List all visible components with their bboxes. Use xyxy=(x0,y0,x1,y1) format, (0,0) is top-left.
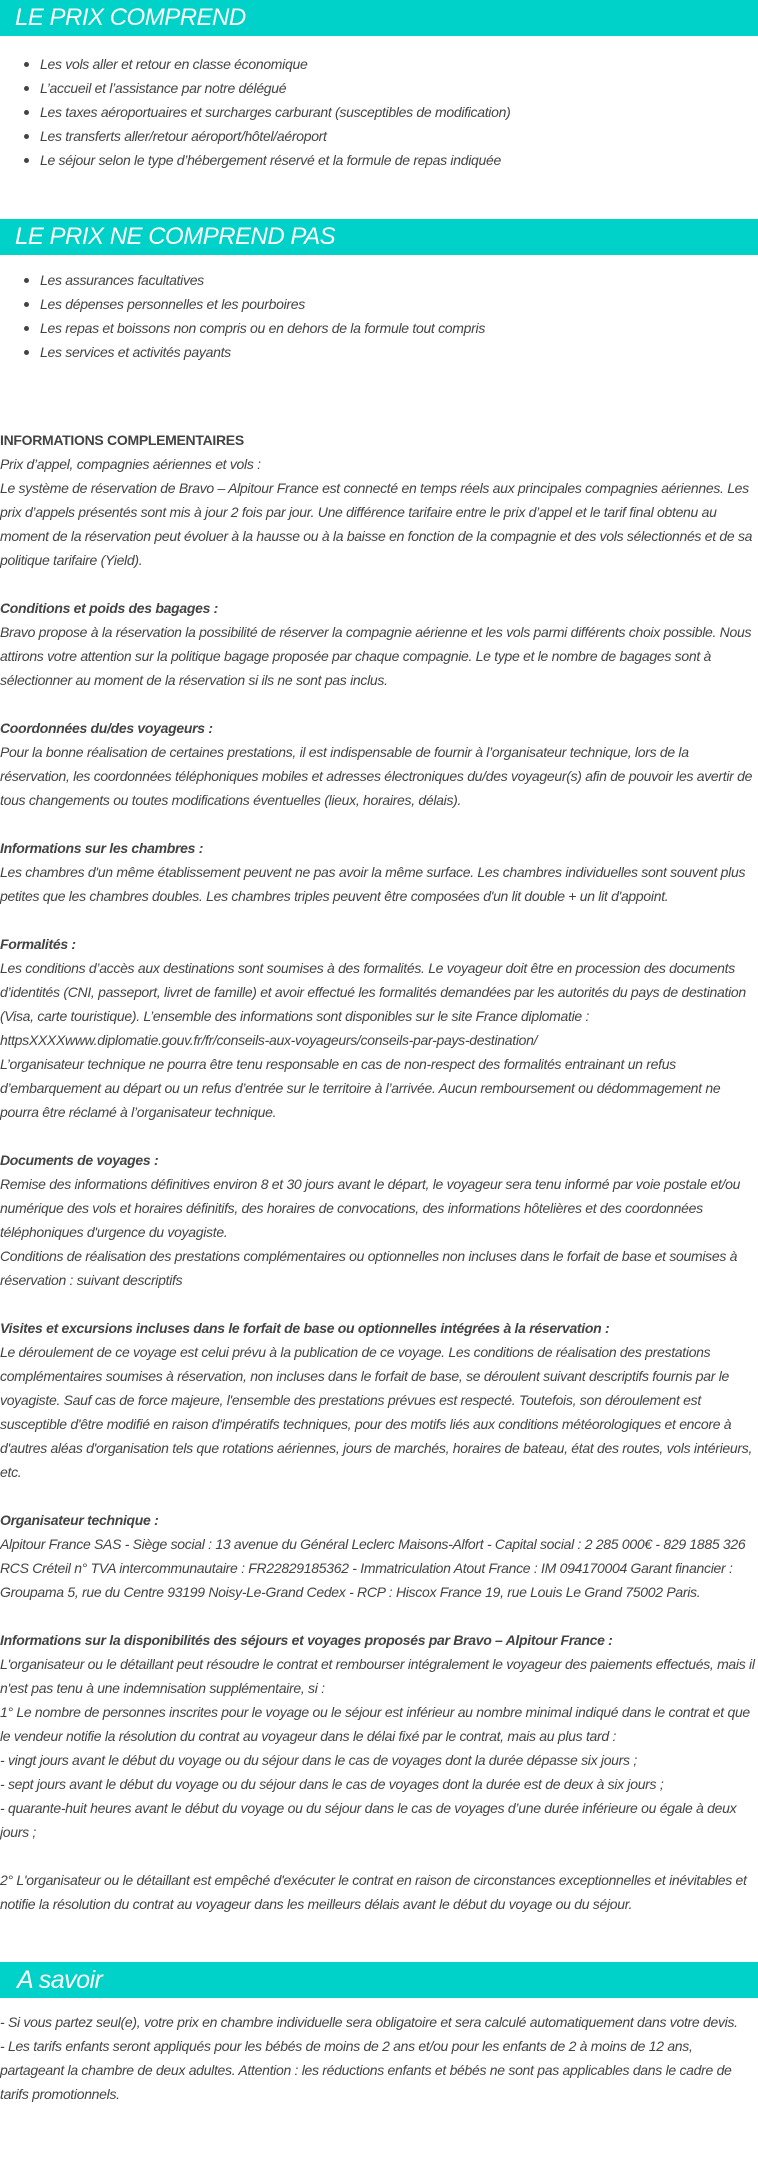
section-price-includes xyxy=(0,0,758,172)
a-savoir-line-2: - Les tarifs enfants seront appliqués pour les bébés de moins de 2 ans et/ou pour les enfants de 2 à moins de 12 ans, partageant la chambre de deux adultes. Attention : les réductions enfants et bébés ne sont pas applicables dans le cadre de tarifs promotionnels. xyxy=(0,2038,732,2102)
list-item: L’accueil et l’assistance par notre délégué xyxy=(40,76,758,100)
documents-heading: Documents de voyages : xyxy=(0,1152,159,1168)
prix-appel-text: Le système de réservation de Bravo – Alpitour France est connecté en temps réels aux principales compagnies aériennes. Les prix d’appels présentés sont mis à jour 2 fois par jour. Une différence tarifaire entre le prix d’appel et le tarif final obtenu au moment de la réservation peut évoluer à la hausse ou à la baisse en fonction de la compagnie et des vols sélectionnés et de sa politique tarifaire (Yield). xyxy=(0,480,753,568)
formalites-text: Les conditions d’accès aux destinations sont soumises à des formalités. Le voyageur doit être en procession des documents d’identités (CNI, passeport, livret de famille) et avoir effectué les formalités demandées par les autorités du pays de destination (Visa, carte touristique). L’ensemble des informations sont disponibles sur le site France diplomatie : xyxy=(0,960,746,1024)
disponibilite-intro: L'organisateur ou le détaillant peut résoudre le contrat et rembourser intégralement le voyageur des paiements effectués, mais il n'est pas tenu à une indemnisation supplémentaire, si : xyxy=(0,1656,755,1696)
section-price-excludes xyxy=(0,219,758,364)
visites-heading: Visites et excursions incluses dans le forfait de base ou optionnelles intégrées à la réservation : xyxy=(0,1320,610,1336)
list-item: Les transferts aller/retour aéroport/hôtel/aéroport xyxy=(40,124,758,148)
section-title-price-excludes: LE PRIX NE COMPREND PAS xyxy=(0,219,758,255)
formalites-heading: Formalités : xyxy=(0,936,76,952)
documents-text: Remise des informations définitives environ 8 et 30 jours avant le départ, le voyageur sera tenu informé par voie postale et/ou numérique des vols et horaires définitifs, des horaires de convocations, des informations hôtelières et des coordonnées téléphoniques d'urgence du voyagiste. xyxy=(0,1176,741,1240)
a-savoir-line-1: - Si vous partez seul(e), votre prix en chambre individuelle sera obligatoire et sera calculé automatiquement dans votre devis. xyxy=(0,2014,738,2030)
organisateur-heading: Organisateur technique : xyxy=(0,1512,159,1528)
list-item: Les dépenses personnelles et les pourboires xyxy=(40,292,758,316)
section-title-a-savoir: A savoir xyxy=(0,1962,758,1998)
info-title: INFORMATIONS COMPLEMENTAIRES xyxy=(0,432,244,448)
bagages-text: Bravo propose à la réservation la possibilité de réserver la compagnie aérienne et les vols parmi différents choix possible. Nous attirons votre attention sur la politique bagage proposée par chaque compagnie. Le type et le nombre de bagages sont à sélectionner au moment de la réservation si ils ne sont pas inclus. xyxy=(0,624,752,688)
chambres-heading: Informations sur les chambres : xyxy=(0,840,204,856)
organisateur-text: Alpitour France SAS - Siège social : 13 avenue du Général Leclerc Maisons-Alfort - Capital social : 2 285 000€ - 829 1885 326 RCS Créteil n° TVA intercommunautaire : FR22829185362 - Immatriculation Atout France : IM 094170004 Garant financier : Groupama 5, rue du Centre 93199 Noisy-Le-Grand Cedex - RCP : Hiscox France 19, rue Louis Le Grand 75002 Paris. xyxy=(0,1536,746,1600)
coordonnees-text: Pour la bonne réalisation de certaines prestations, il est indispensable de fournir à l’organisateur technique, lors de la réservation, les coordonnées téléphoniques mobiles et adresses électroniques du/des voyageur(s) afin de pouvoir les avertir de tous changements ou toutes modifications éventuelles (lieux, horaires, délais). xyxy=(0,744,753,808)
visites-text: Le déroulement de ce voyage est celui prévu à la publication de ce voyage. Les conditions de réalisation des prestations complémentaires soumises à réservation, non incluses dans le forfait de base, se déroulent suivant descriptifs fournis par le voyagiste. Sauf cas de force majeure, l'ensemble des prestations prévues est respecté. Toutefois, son déroulement est susceptible d'être modifié en raison d'impératifs techniques, pour des motifs liés aux conditions météorologiques et encore à d'autres aléas d'organisation tels que rotations aériennes, jours de marchés, horaires de bateau, état des routes, vols intérieurs, etc. xyxy=(0,1344,753,1480)
disponibilite-point-1: 1° Le nombre de personnes inscrites pour le voyage ou le séjour est inférieur au nombre minimal indiqué dans le contrat et que le vendeur notifie la résolution du contrat au voyageur dans le délai fixé par le contrat, mais au plus tard : xyxy=(0,1704,750,1744)
list-item: Les vols aller et retour en classe économique xyxy=(40,52,758,76)
diplomatie-link: httpsXXXXwww.diplomatie.gouv.fr/fr/conseils-aux-voyageurs/conseils-par-pays-destination/ xyxy=(0,1032,538,1048)
chambres-text: Les chambres d'un même établissement peuvent ne pas avoir la même surface. Les chambres individuelles sont souvent plus petites que les chambres doubles. Les chambres triples peuvent être composées d'un lit double + un lit d'appoint. xyxy=(0,864,746,904)
formalites-text-2: L’organisateur technique ne pourra être tenu responsable en cas de non-respect des formalités entrainant un refus d’embarquement au départ ou un refus d’entrée sur le territoire à l’arrivée. Aucun remboursement ou dédommagement ne pourra être réclamé à l’organisateur technique. xyxy=(0,1056,721,1120)
coordonnees-heading: Coordonnées du/des voyageurs : xyxy=(0,720,213,736)
disponibilite-point-2: 2° L'organisateur ou le détaillant est empêché d'exécuter le contrat en raison de circonstances exceptionnelles et inévitables et notifie la résolution du contrat au voyageur dans les meilleurs délais avant le début du voyage ou du séjour. xyxy=(0,1872,747,1912)
prix-appel-heading: Prix d’appel, compagnies aériennes et vols : xyxy=(0,456,261,472)
bagages-heading: Conditions et poids des bagages : xyxy=(0,600,219,616)
section-title-price-includes: LE PRIX COMPREND xyxy=(0,0,758,36)
excluded-list xyxy=(0,268,758,364)
section-additional-info xyxy=(0,428,758,1916)
list-item: Le séjour selon le type d’hébergement réservé et la formule de repas indiquée xyxy=(40,148,758,172)
included-list xyxy=(0,52,758,172)
disponibilite-dash-1: - vingt jours avant le début du voyage ou du séjour dans le cas de voyages dont la durée dépasse six jours ; xyxy=(0,1752,637,1768)
documents-text-2: Conditions de réalisation des prestations complémentaires ou optionnelles non incluses dans le forfait de base et soumises à réservation : suivant descriptifs xyxy=(0,1248,738,1288)
list-item: Les repas et boissons non compris ou en dehors de la formule tout compris xyxy=(40,316,758,340)
list-item: Les assurances facultatives xyxy=(40,268,758,292)
list-item: Les services et activités payants xyxy=(40,340,758,364)
disponibilite-dash-3: - quarante-huit heures avant le début du voyage ou du séjour dans le cas de voyages d’une durée inférieure ou égale à deux jours ; xyxy=(0,1800,737,1840)
disponibilite-dash-2: - sept jours avant le début du voyage ou du séjour dans le cas de voyages dont la durée est de deux à six jours ; xyxy=(0,1776,664,1792)
list-item: Les taxes aéroportuaires et surcharges carburant (susceptibles de modification) xyxy=(40,100,758,124)
section-a-savoir xyxy=(0,1962,758,2106)
disponibilite-heading: Informations sur la disponibilités des séjours et voyages proposés par Bravo – Alpitour France : xyxy=(0,1632,613,1648)
